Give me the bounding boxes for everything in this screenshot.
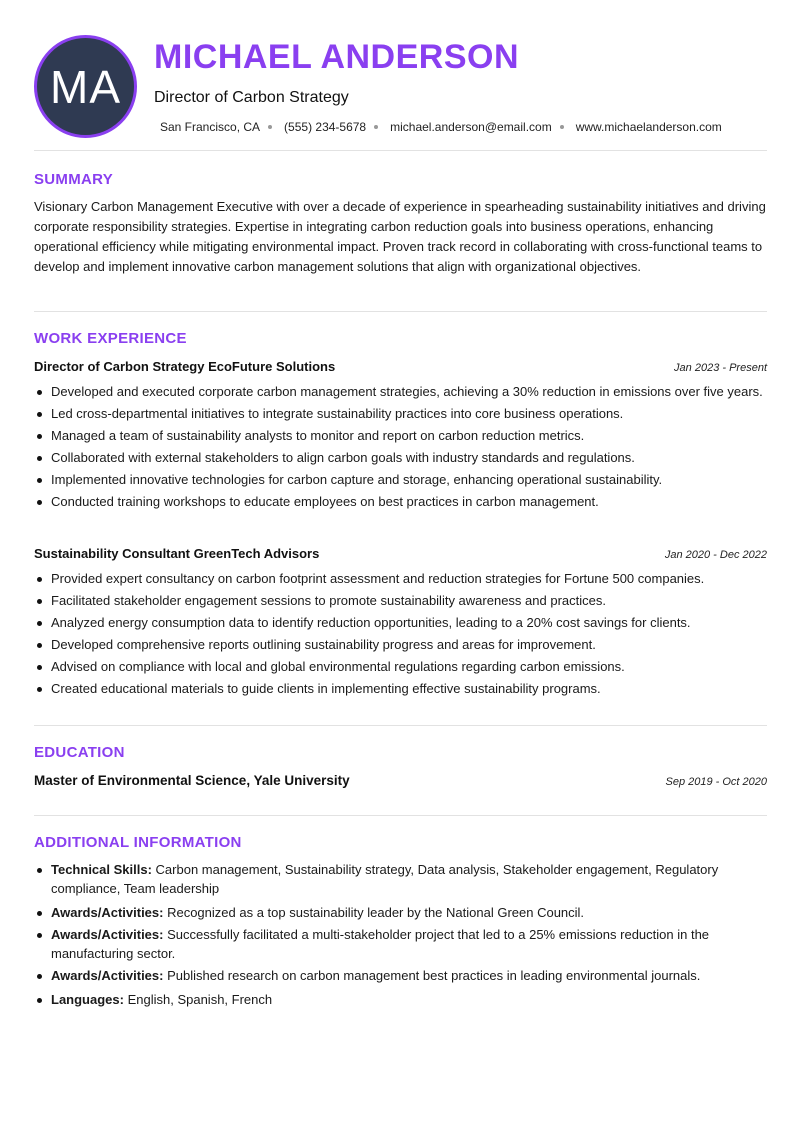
divider <box>34 815 767 816</box>
item-text: English, Spanish, French <box>123 992 273 1008</box>
job-title: Director of Carbon Strategy EcoFuture Solutions <box>34 359 336 374</box>
additional-info-list <box>34 861 774 1013</box>
list-item: Managed a team of sustainability analysts to monitor and report on carbon reduction metrics. <box>34 427 774 446</box>
education-heading: EDUCATION <box>34 744 125 761</box>
list-item <box>34 967 774 986</box>
list-item: Analyzed energy consumption data to identify reduction opportunities, leading to a 20% cost savings for clients. <box>34 614 774 633</box>
job-date: Jan 2023 - Present <box>674 362 767 374</box>
contact-location: San Francisco, CA <box>160 120 261 134</box>
list-item: Facilitated stakeholder engagement sessions to promote sustainability awareness and practices. <box>34 592 774 611</box>
list-item: Implemented innovative technologies for carbon capture and storage, enhancing operational sustainability. <box>34 471 774 490</box>
education-degree: Master of Environmental Science, Yale University <box>34 773 350 788</box>
list-item: Advised on compliance with local and global environmental regulations regarding carbon emissions. <box>34 658 774 677</box>
item-text: Successfully facilitated a multi-stakeholder project that led to a 25% emissions reduction in the manufacturing sector. <box>51 927 710 961</box>
item-text: Published research on carbon management best practices in leading environmental journals. <box>163 967 701 983</box>
list-item: Conducted training workshops to educate employees on best practices in carbon management. <box>34 493 774 512</box>
contact-email[interactable]: michael.anderson@email.com <box>390 120 552 134</box>
item-label: Technical Skills: <box>51 862 152 877</box>
summary-heading: SUMMARY <box>34 171 114 188</box>
list-item: Led cross-departmental initiatives to integrate sustainability practices into core business operations. <box>34 405 774 424</box>
contact-website[interactable]: www.michaelanderson.com <box>575 120 722 134</box>
list-item: Collaborated with external stakeholders to align carbon goals with industry standards and regulations. <box>34 449 774 468</box>
additional-info-heading: ADDITIONAL INFORMATION <box>34 834 242 851</box>
list-item <box>34 926 774 963</box>
contact-phone: (555) 234-5678 <box>284 120 367 134</box>
item-label: Awards/Activities: <box>51 927 164 943</box>
list-item: Developed and executed corporate carbon management strategies, achieving a 30% reduction in emissions over five years. <box>34 383 774 402</box>
separator-dot-icon <box>268 125 272 129</box>
divider <box>34 311 767 312</box>
job-header <box>34 546 767 561</box>
education-entry <box>34 773 767 788</box>
contact-line <box>160 120 722 134</box>
job-bullets <box>34 570 774 703</box>
divider <box>34 150 767 151</box>
item-label: Awards/Activities: <box>51 905 164 920</box>
list-item: Developed comprehensive reports outlining sustainability progress and areas for improvement. <box>34 636 774 655</box>
list-item <box>34 861 774 898</box>
education-date: Sep 2019 - Oct 2020 <box>665 776 767 788</box>
divider <box>34 725 767 726</box>
candidate-role: Director of Carbon Strategy <box>154 89 349 106</box>
list-item <box>34 904 774 923</box>
job-title: Sustainability Consultant GreenTech Advisors <box>34 546 320 561</box>
avatar <box>34 35 137 138</box>
item-text: Recognized as a top sustainability leader by the National Green Council. <box>163 905 585 920</box>
list-item <box>34 991 774 1010</box>
job-date: Jan 2020 - Dec 2022 <box>664 549 767 561</box>
separator-dot-icon <box>560 125 564 129</box>
item-text: Carbon management, Sustainability strategy, Data analysis, Stakeholder engagement, Regulatory compliance, Team leadership <box>51 862 719 896</box>
item-label: Awards/Activities: <box>51 967 164 983</box>
list-item: Created educational materials to guide clients in implementing effective sustainability programs. <box>34 680 774 699</box>
work-experience-heading: WORK EXPERIENCE <box>34 330 187 347</box>
avatar-initials: MA <box>50 60 121 113</box>
job-header <box>34 359 767 374</box>
summary-text: Visionary Carbon Management Executive with over a decade of experience in spearheading sustainability initiatives and driving corporate responsibility strategies. Expertise in integrating carbon reduction goals into business operations, enhancing operational efficiency while mitigating environmental impact. Proven track record in collaborating with cross-functional teams to develop and implement innovative carbon management solutions that align with organizational objectives. <box>34 199 766 274</box>
job-bullets <box>34 383 774 516</box>
list-item: Provided expert consultancy on carbon footprint assessment and reduction strategies for Fortune 500 companies. <box>34 570 774 589</box>
resume-header <box>0 0 800 150</box>
separator-dot-icon <box>374 125 378 129</box>
item-label: Languages: <box>51 992 124 1008</box>
candidate-name: MICHAEL ANDERSON <box>154 38 520 76</box>
